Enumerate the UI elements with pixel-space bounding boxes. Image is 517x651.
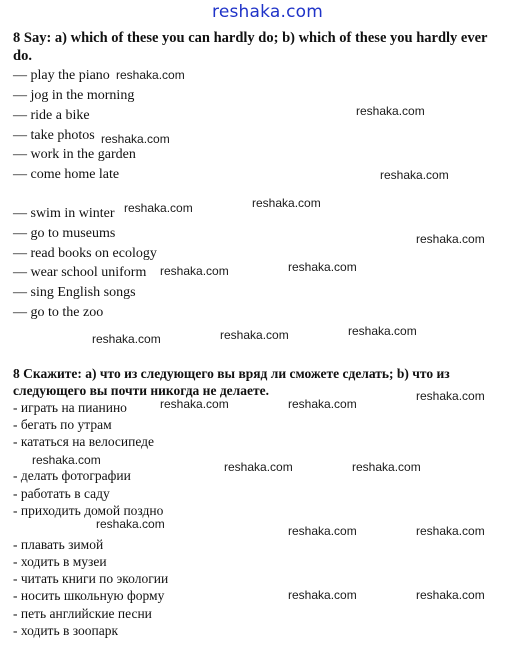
list-item: — take photos: [13, 128, 95, 143]
list-item: — go to museums: [13, 226, 116, 241]
watermark: reshaka.com: [160, 397, 229, 411]
watermark: reshaka.com: [124, 201, 193, 215]
watermark: reshaka.com: [416, 232, 485, 246]
watermark: reshaka.com: [352, 460, 421, 474]
watermark: reshaka.com: [288, 260, 357, 274]
exercise-heading-en-line2: do.: [13, 48, 32, 64]
list-item: — work in the garden: [13, 147, 136, 162]
watermark: reshaka.com: [160, 264, 229, 278]
watermark: reshaka.com: [356, 104, 425, 118]
list-item: - кататься на велосипеде: [13, 434, 155, 449]
list-item: - делать фотографии: [13, 468, 131, 483]
list-item: - плавать зимой: [13, 537, 104, 552]
list-item: - бегать по утрам: [13, 417, 112, 432]
watermark: reshaka.com: [220, 328, 289, 342]
watermark: reshaka.com: [116, 68, 185, 82]
list-item: - работать в саду: [13, 486, 110, 501]
list-item: — play the piano: [13, 68, 110, 83]
watermark: reshaka.com: [380, 168, 449, 182]
list-item: - ходить в зоопарк: [13, 623, 119, 638]
watermark: reshaka.com: [288, 397, 357, 411]
list-item: - ходить в музеи: [13, 554, 107, 569]
watermark: reshaka.com: [416, 588, 485, 602]
list-item: — read books on ecology: [13, 246, 157, 261]
list-item: — swim in winter: [13, 206, 115, 221]
watermark: reshaka.com: [416, 524, 485, 538]
list-item: - приходить домой поздно: [13, 503, 164, 518]
list-item: — wear school uniform: [13, 265, 147, 280]
list-item: - петь английские песни: [13, 606, 152, 621]
watermark: reshaka.com: [101, 132, 170, 146]
watermark: reshaka.com: [32, 453, 101, 467]
watermark: reshaka.com: [252, 196, 321, 210]
watermark: reshaka.com: [92, 332, 161, 346]
list-item: — come home late: [13, 167, 120, 182]
list-item: - играть на пианино: [13, 400, 127, 415]
list-item: — jog in the morning: [13, 88, 135, 103]
list-item: — sing English songs: [13, 285, 136, 300]
watermark: reshaka.com: [416, 389, 485, 403]
exercise-heading-ru-line1: 8 Скажите: а) что из следующего вы вряд ли сможете сделать; b) что из: [13, 366, 450, 381]
list-item: — ride a bike: [13, 108, 90, 123]
watermark: reshaka.com: [224, 460, 293, 474]
watermark: reshaka.com: [96, 517, 165, 531]
exercise-heading-ru-line2: следующего вы почти никогда не делаете.: [13, 383, 269, 398]
watermark: reshaka.com: [348, 324, 417, 338]
exercise-heading-en-line1: 8 Say: a) which of these you can hardly do; b) which of these you hardly ever: [13, 30, 488, 46]
list-item: — go to the zoo: [13, 305, 104, 320]
list-item: - читать книги по экологии: [13, 571, 169, 586]
list-item: - носить школьную форму: [13, 588, 165, 603]
watermark: reshaka.com: [288, 588, 357, 602]
site-logo[interactable]: reshaka.com: [212, 2, 323, 22]
watermark: reshaka.com: [288, 524, 357, 538]
